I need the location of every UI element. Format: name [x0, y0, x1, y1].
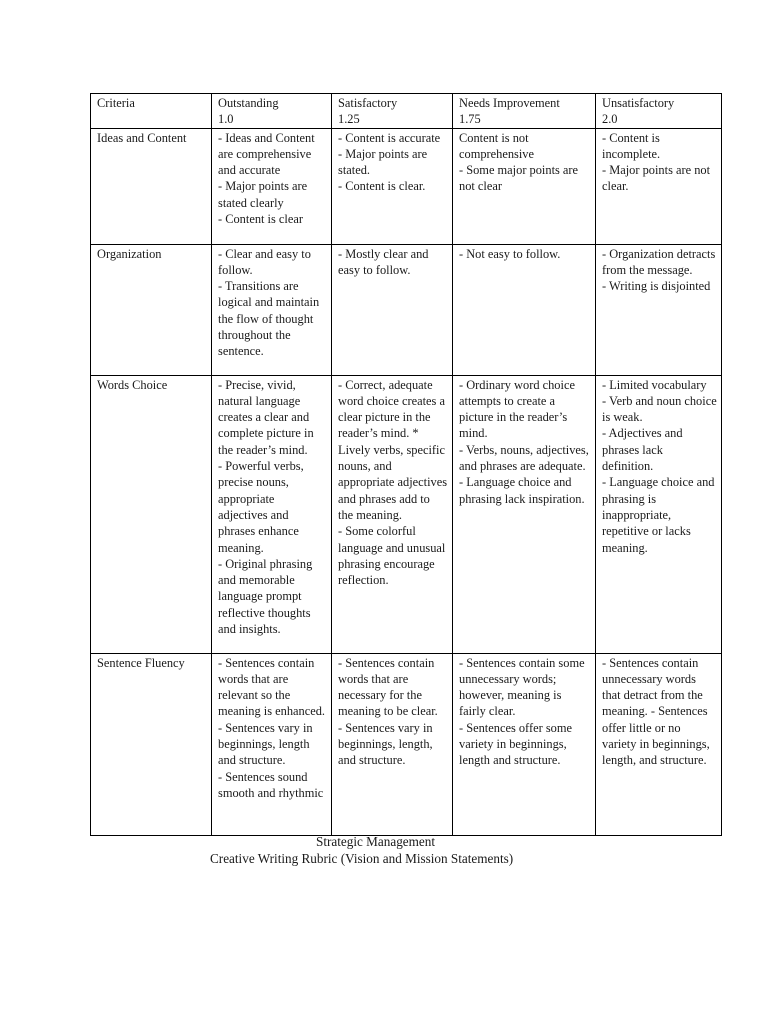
criteria-sentence-fluency: Sentence Fluency: [91, 653, 212, 835]
header-unsatisfactory: [596, 94, 722, 129]
table-cell: - Sentences contain words that are necessary for the meaning to be clear. - Sentences vary in beginnings, length, and structure.: [332, 653, 453, 835]
level-score: 2.0: [602, 112, 618, 127]
criteria-words-choice: Words Choice: [91, 375, 212, 653]
header-needs-improvement: [453, 94, 596, 129]
table-row: [91, 244, 722, 375]
table-row: [91, 653, 722, 835]
table-cell: - Content is incomplete. - Major points are not clear.: [596, 128, 722, 244]
table-cell: Content is not comprehensive - Some major points are not clear: [453, 128, 596, 244]
table-cell: - Ideas and Content are comprehensive and accurate - Major points are stated clearly - Content is clear: [212, 128, 332, 244]
criteria-ideas-and-content: Ideas and Content: [91, 128, 212, 244]
course-title: Strategic Management: [316, 834, 436, 849]
table-cell: - Sentences contain some unnecessary words; however, meaning is fairly clear. - Sentences offer some variety in beginnings, length and structure.: [453, 653, 596, 835]
header-outstanding: [212, 94, 332, 129]
level-name: Needs Improvement: [459, 96, 560, 110]
header-criteria: Criteria: [91, 94, 212, 129]
level-score: 1.75: [459, 112, 481, 127]
header-satisfactory: [332, 94, 453, 129]
table-cell: - Sentences contain unnecessary words that detract from the meaning. - Sentences offer little or no variety in beginnings, length, and structure.: [596, 653, 722, 835]
table-row: [91, 375, 722, 653]
table-cell: - Content is accurate - Major points are stated. - Content is clear.: [332, 128, 453, 244]
table-cell: - Clear and easy to follow. - Transitions are logical and maintain the flow of thought throughout the sentence.: [212, 244, 332, 375]
table-cell: - Organization detracts from the message. - Writing is disjointed: [596, 244, 722, 375]
level-name: Unsatisfactory: [602, 96, 675, 110]
table-header-row: [91, 94, 722, 129]
table-cell: - Ordinary word choice attempts to create a picture in the reader’s mind. - Verbs, nouns, adjectives, and phrases are adequate. - Language choice and phrasing lack inspiration.: [453, 375, 596, 653]
rubric-table: [90, 93, 722, 836]
table-cell: - Not easy to follow.: [453, 244, 596, 375]
table-cell: - Correct, adequate word choice creates a clear picture in the reader’s mind. * Lively verbs, specific nouns, and appropriate adjectives and phrases add to the meaning. - Some colorful language and unusual phrasing encourage reflection.: [332, 375, 453, 653]
level-score: 1.25: [338, 112, 360, 127]
level-name: Outstanding: [218, 96, 279, 110]
table-cell: - Limited vocabulary - Verb and noun choice is weak. - Adjectives and phrases lack definition. - Language choice and phrasing is inappropriate, repetitive or lacks meaning.: [596, 375, 722, 653]
table-cell: - Sentences contain words that are relevant so the meaning is enhanced. - Sentences vary in beginnings, length and structure. - Sentences sound smooth and rhythmic: [212, 653, 332, 835]
table-row: [91, 128, 722, 244]
level-score: 1.0: [218, 112, 234, 127]
rubric-subtitle: Creative Writing Rubric (Vision and Mission Statements): [210, 851, 514, 866]
table-cell: - Mostly clear and easy to follow.: [332, 244, 453, 375]
document-footer: [0, 833, 768, 867]
criteria-organization: Organization: [91, 244, 212, 375]
table-cell: - Precise, vivid, natural language creates a clear and complete picture in the reader’s mind. - Powerful verbs, precise nouns, appropriate adjectives and phrases enhance meaning. - Original phrasing and memorable language prompt reflective thoughts and insights.: [212, 375, 332, 653]
level-name: Satisfactory: [338, 96, 398, 110]
